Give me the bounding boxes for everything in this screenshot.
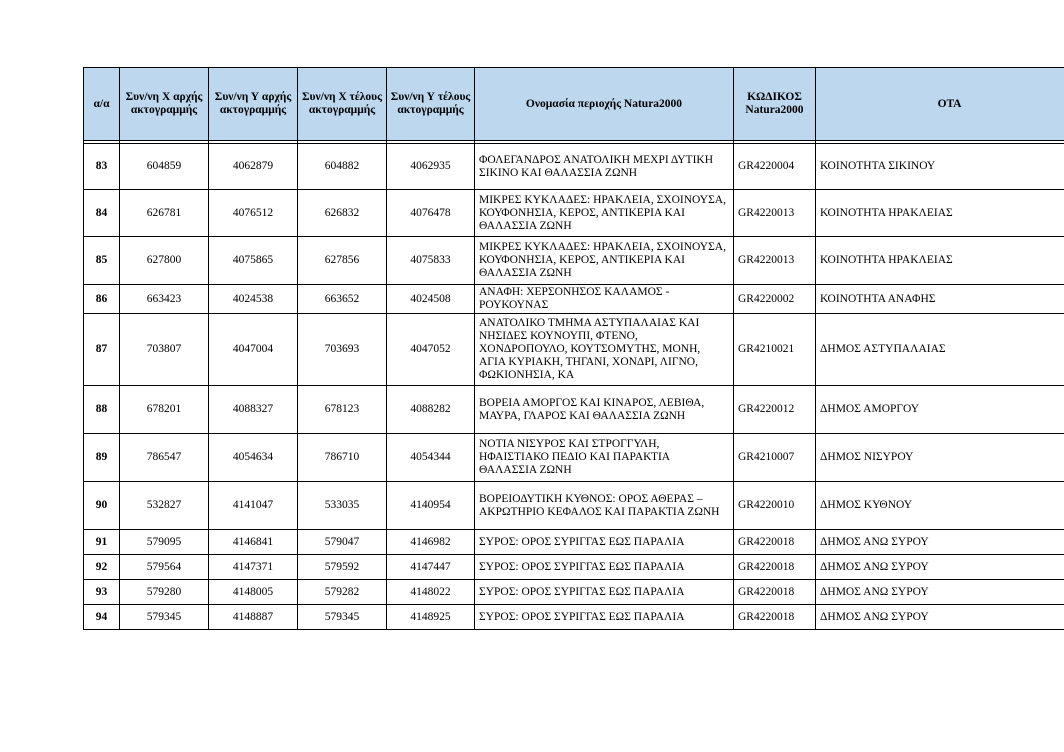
table-row bbox=[84, 434, 1064, 482]
ota-cell: ΔΗΜΟΣ ΑΣΤΥΠΑΛΑΙΑΣ bbox=[816, 314, 1064, 386]
ota-cell: ΔΗΜΟΣ ΚΥΘΝΟΥ bbox=[816, 482, 1064, 530]
x-start-cell: 663423 bbox=[120, 285, 209, 314]
row-number: 94 bbox=[84, 605, 120, 630]
header-y-start: Συν/νη Υ αρχής ακτογραμμής bbox=[209, 68, 298, 141]
ota-cell: ΔΗΜΟΣ ΑΜΟΡΓΟΥ bbox=[816, 386, 1064, 434]
y-end-cell: 4140954 bbox=[387, 482, 475, 530]
natura-name-cell: ΒΟΡΕΙΑ ΑΜΟΡΓΟΣ ΚΑΙ ΚΙΝΑΡΟΣ, ΛΕΒΙΘΑ, ΜΑΥΡΑ, ΓΛΑΡΟΣ ΚΑΙ ΘΑΛΑΣΣΙΑ ΖΩΝΗ bbox=[475, 386, 734, 434]
ota-cell: ΚΟΙΝΟΤΗΤΑ ΣΙΚΙΝΟΥ bbox=[816, 144, 1064, 190]
y-start-cell: 4141047 bbox=[209, 482, 298, 530]
ota-cell: ΔΗΜΟΣ ΑΝΩ ΣΥΡΟΥ bbox=[816, 530, 1064, 555]
x-start-cell: 579095 bbox=[120, 530, 209, 555]
natura-code-cell: GR4220018 bbox=[734, 580, 816, 605]
x-start-cell: 703807 bbox=[120, 314, 209, 386]
row-number: 88 bbox=[84, 386, 120, 434]
y-end-cell: 4076478 bbox=[387, 190, 475, 237]
y-end-cell: 4062935 bbox=[387, 144, 475, 190]
natura-name-cell: ΣΥΡΟΣ: ΟΡΟΣ ΣΥΡΙΓΓΑΣ ΕΩΣ ΠΑΡΑΛΙΑ bbox=[475, 580, 734, 605]
y-start-cell: 4076512 bbox=[209, 190, 298, 237]
natura-name-cell: ΜΙΚΡΕΣ ΚΥΚΛΑΔΕΣ: ΗΡΑΚΛΕΙΑ, ΣΧΟΙΝΟΥΣΑ, ΚΟΥΦΟΝΗΣΙΑ, ΚΕΡΟΣ, ΑΝΤΙΚΕΡΙΑ ΚΑΙ ΘΑΛΑΣΣΙΑ ΖΩΝΗ bbox=[475, 237, 734, 285]
y-end-cell: 4088282 bbox=[387, 386, 475, 434]
y-end-cell: 4148925 bbox=[387, 605, 475, 630]
table-row bbox=[84, 314, 1064, 386]
header-y-end: Συν/νη Υ τέλους ακτογραμμής bbox=[387, 68, 475, 141]
table-row bbox=[84, 237, 1064, 285]
natura-name-cell: ΦΟΛΕΓΑΝΔΡΟΣ ΑΝΑΤΟΛΙΚΗ ΜΕΧΡΙ ΔΥΤΙΚΗ ΣΙΚΙΝΟ ΚΑΙ ΘΑΛΑΣΣΙΑ ΖΩΝΗ bbox=[475, 144, 734, 190]
header-ota: ΟΤΑ bbox=[816, 68, 1064, 141]
table-row bbox=[84, 605, 1064, 630]
row-number: 85 bbox=[84, 237, 120, 285]
ota-cell: ΔΗΜΟΣ ΝΙΣΥΡΟΥ bbox=[816, 434, 1064, 482]
x-start-cell: 579564 bbox=[120, 555, 209, 580]
ota-cell: ΔΗΜΟΣ ΑΝΩ ΣΥΡΟΥ bbox=[816, 605, 1064, 630]
header-aa: α/α bbox=[84, 68, 120, 141]
x-end-cell: 579345 bbox=[298, 605, 387, 630]
natura-code-cell: GR4220018 bbox=[734, 605, 816, 630]
x-start-cell: 678201 bbox=[120, 386, 209, 434]
x-end-cell: 627856 bbox=[298, 237, 387, 285]
header-row bbox=[84, 68, 1064, 141]
y-start-cell: 4062879 bbox=[209, 144, 298, 190]
table-row bbox=[84, 285, 1064, 314]
natura-code-cell: GR4220012 bbox=[734, 386, 816, 434]
header-x-end: Συν/νη Χ τέλους ακτογραμμής bbox=[298, 68, 387, 141]
y-end-cell: 4024508 bbox=[387, 285, 475, 314]
natura-name-cell: ΣΥΡΟΣ: ΟΡΟΣ ΣΥΡΙΓΓΑΣ ΕΩΣ ΠΑΡΑΛΙΑ bbox=[475, 555, 734, 580]
x-start-cell: 604859 bbox=[120, 144, 209, 190]
row-number: 89 bbox=[84, 434, 120, 482]
x-start-cell: 579345 bbox=[120, 605, 209, 630]
table-row bbox=[84, 482, 1064, 530]
ota-cell: ΔΗΜΟΣ ΑΝΩ ΣΥΡΟΥ bbox=[816, 580, 1064, 605]
x-end-cell: 678123 bbox=[298, 386, 387, 434]
natura-name-cell: ΑΝΑΤΟΛΙΚΟ ΤΜΗΜΑ ΑΣΤΥΠΑΛΑΙΑΣ ΚΑΙ ΝΗΣΙΔΕΣ ΚΟΥΝΟΥΠΙ, ΦΤΕΝΟ, ΧΟΝΔΡΟΠΟΥΛΟ, ΚΟΥΤΣΟΜΥΤΗΣ, ΜΟΝΗ, ΑΓΙΑ ΚΥΡΙΑΚΗ, ΤΗΓΑΝΙ, ΧΟΝΔΡΙ, ΛΙΓΝΟ, ΦΩΚΙΟΝΗΣΙΑ, ΚΑ bbox=[475, 314, 734, 386]
x-end-cell: 703693 bbox=[298, 314, 387, 386]
x-end-cell: 579282 bbox=[298, 580, 387, 605]
table-row bbox=[84, 555, 1064, 580]
row-number: 83 bbox=[84, 144, 120, 190]
header-natura-code: ΚΩΔΙΚΟΣ Natura2000 bbox=[734, 68, 816, 141]
table-row bbox=[84, 190, 1064, 237]
table-row bbox=[84, 580, 1064, 605]
natura-code-cell: GR4220013 bbox=[734, 190, 816, 237]
y-start-cell: 4147371 bbox=[209, 555, 298, 580]
ota-cell: ΚΟΙΝΟΤΗΤΑ ΗΡΑΚΛΕΙΑΣ bbox=[816, 190, 1064, 237]
y-start-cell: 4146841 bbox=[209, 530, 298, 555]
x-end-cell: 663652 bbox=[298, 285, 387, 314]
natura-name-cell: ΝΟΤΙΑ ΝΙΣΥΡΟΣ ΚΑΙ ΣΤΡΟΓΓΥΛΗ, ΗΦΑΙΣΤΙΑΚΟ ΠΕΔΙΟ ΚΑΙ ΠΑΡΑΚΤΙΑ ΘΑΛΑΣΣΙΑ ΖΩΝΗ bbox=[475, 434, 734, 482]
natura-name-cell: ΑΝΑΦΗ: ΧΕΡΣΟΝΗΣΟΣ ΚΑΛΑΜΟΣ - ΡΟΥΚΟΥΝΑΣ bbox=[475, 285, 734, 314]
natura-code-cell: GR4220018 bbox=[734, 555, 816, 580]
natura-name-cell: ΒΟΡΕΙΟΔΥΤΙΚΗ ΚΥΘΝΟΣ: ΟΡΟΣ ΑΘΕΡΑΣ – ΑΚΡΩΤΗΡΙΟ ΚΕΦΑΛΟΣ ΚΑΙ ΠΑΡΑΚΤΙΑ ΖΩΝΗ bbox=[475, 482, 734, 530]
natura-code-cell: GR4210021 bbox=[734, 314, 816, 386]
y-start-cell: 4148887 bbox=[209, 605, 298, 630]
coastline-table bbox=[83, 67, 1064, 630]
ota-cell: ΚΟΙΝΟΤΗΤΑ ΗΡΑΚΛΕΙΑΣ bbox=[816, 237, 1064, 285]
y-end-cell: 4146982 bbox=[387, 530, 475, 555]
header-x-start: Συν/νη Χ αρχής ακτογραμμής bbox=[120, 68, 209, 141]
natura-name-cell: ΜΙΚΡΕΣ ΚΥΚΛΑΔΕΣ: ΗΡΑΚΛΕΙΑ, ΣΧΟΙΝΟΥΣΑ, ΚΟΥΦΟΝΗΣΙΑ, ΚΕΡΟΣ, ΑΝΤΙΚΕΡΙΑ ΚΑΙ ΘΑΛΑΣΣΙΑ ΖΩΝΗ bbox=[475, 190, 734, 237]
natura-code-cell: GR4220004 bbox=[734, 144, 816, 190]
x-start-cell: 532827 bbox=[120, 482, 209, 530]
natura-code-cell: GR4220013 bbox=[734, 237, 816, 285]
x-end-cell: 626832 bbox=[298, 190, 387, 237]
x-end-cell: 604882 bbox=[298, 144, 387, 190]
x-start-cell: 786547 bbox=[120, 434, 209, 482]
y-start-cell: 4075865 bbox=[209, 237, 298, 285]
natura-name-cell: ΣΥΡΟΣ: ΟΡΟΣ ΣΥΡΙΓΓΑΣ ΕΩΣ ΠΑΡΑΛΙΑ bbox=[475, 530, 734, 555]
y-start-cell: 4047004 bbox=[209, 314, 298, 386]
y-end-cell: 4148022 bbox=[387, 580, 475, 605]
x-end-cell: 579592 bbox=[298, 555, 387, 580]
y-end-cell: 4054344 bbox=[387, 434, 475, 482]
row-number: 90 bbox=[84, 482, 120, 530]
row-number: 93 bbox=[84, 580, 120, 605]
y-start-cell: 4088327 bbox=[209, 386, 298, 434]
y-start-cell: 4148005 bbox=[209, 580, 298, 605]
x-start-cell: 626781 bbox=[120, 190, 209, 237]
table-row bbox=[84, 386, 1064, 434]
natura-code-cell: GR4220002 bbox=[734, 285, 816, 314]
row-number: 91 bbox=[84, 530, 120, 555]
y-start-cell: 4054634 bbox=[209, 434, 298, 482]
y-end-cell: 4075833 bbox=[387, 237, 475, 285]
x-start-cell: 579280 bbox=[120, 580, 209, 605]
natura-name-cell: ΣΥΡΟΣ: ΟΡΟΣ ΣΥΡΙΓΓΑΣ ΕΩΣ ΠΑΡΑΛΙΑ bbox=[475, 605, 734, 630]
x-end-cell: 533035 bbox=[298, 482, 387, 530]
row-number: 84 bbox=[84, 190, 120, 237]
x-end-cell: 786710 bbox=[298, 434, 387, 482]
ota-cell: ΚΟΙΝΟΤΗΤΑ ΑΝΑΦΗΣ bbox=[816, 285, 1064, 314]
natura-code-cell: GR4220010 bbox=[734, 482, 816, 530]
natura-code-cell: GR4210007 bbox=[734, 434, 816, 482]
y-end-cell: 4047052 bbox=[387, 314, 475, 386]
natura-code-cell: GR4220018 bbox=[734, 530, 816, 555]
ota-cell: ΔΗΜΟΣ ΑΝΩ ΣΥΡΟΥ bbox=[816, 555, 1064, 580]
row-number: 92 bbox=[84, 555, 120, 580]
table-row bbox=[84, 144, 1064, 190]
y-end-cell: 4147447 bbox=[387, 555, 475, 580]
row-number: 87 bbox=[84, 314, 120, 386]
table-row bbox=[84, 530, 1064, 555]
y-start-cell: 4024538 bbox=[209, 285, 298, 314]
row-number: 86 bbox=[84, 285, 120, 314]
x-start-cell: 627800 bbox=[120, 237, 209, 285]
x-end-cell: 579047 bbox=[298, 530, 387, 555]
header-natura-name: Ονομασία περιοχής Natura2000 bbox=[475, 68, 734, 141]
table-body bbox=[84, 141, 1064, 630]
